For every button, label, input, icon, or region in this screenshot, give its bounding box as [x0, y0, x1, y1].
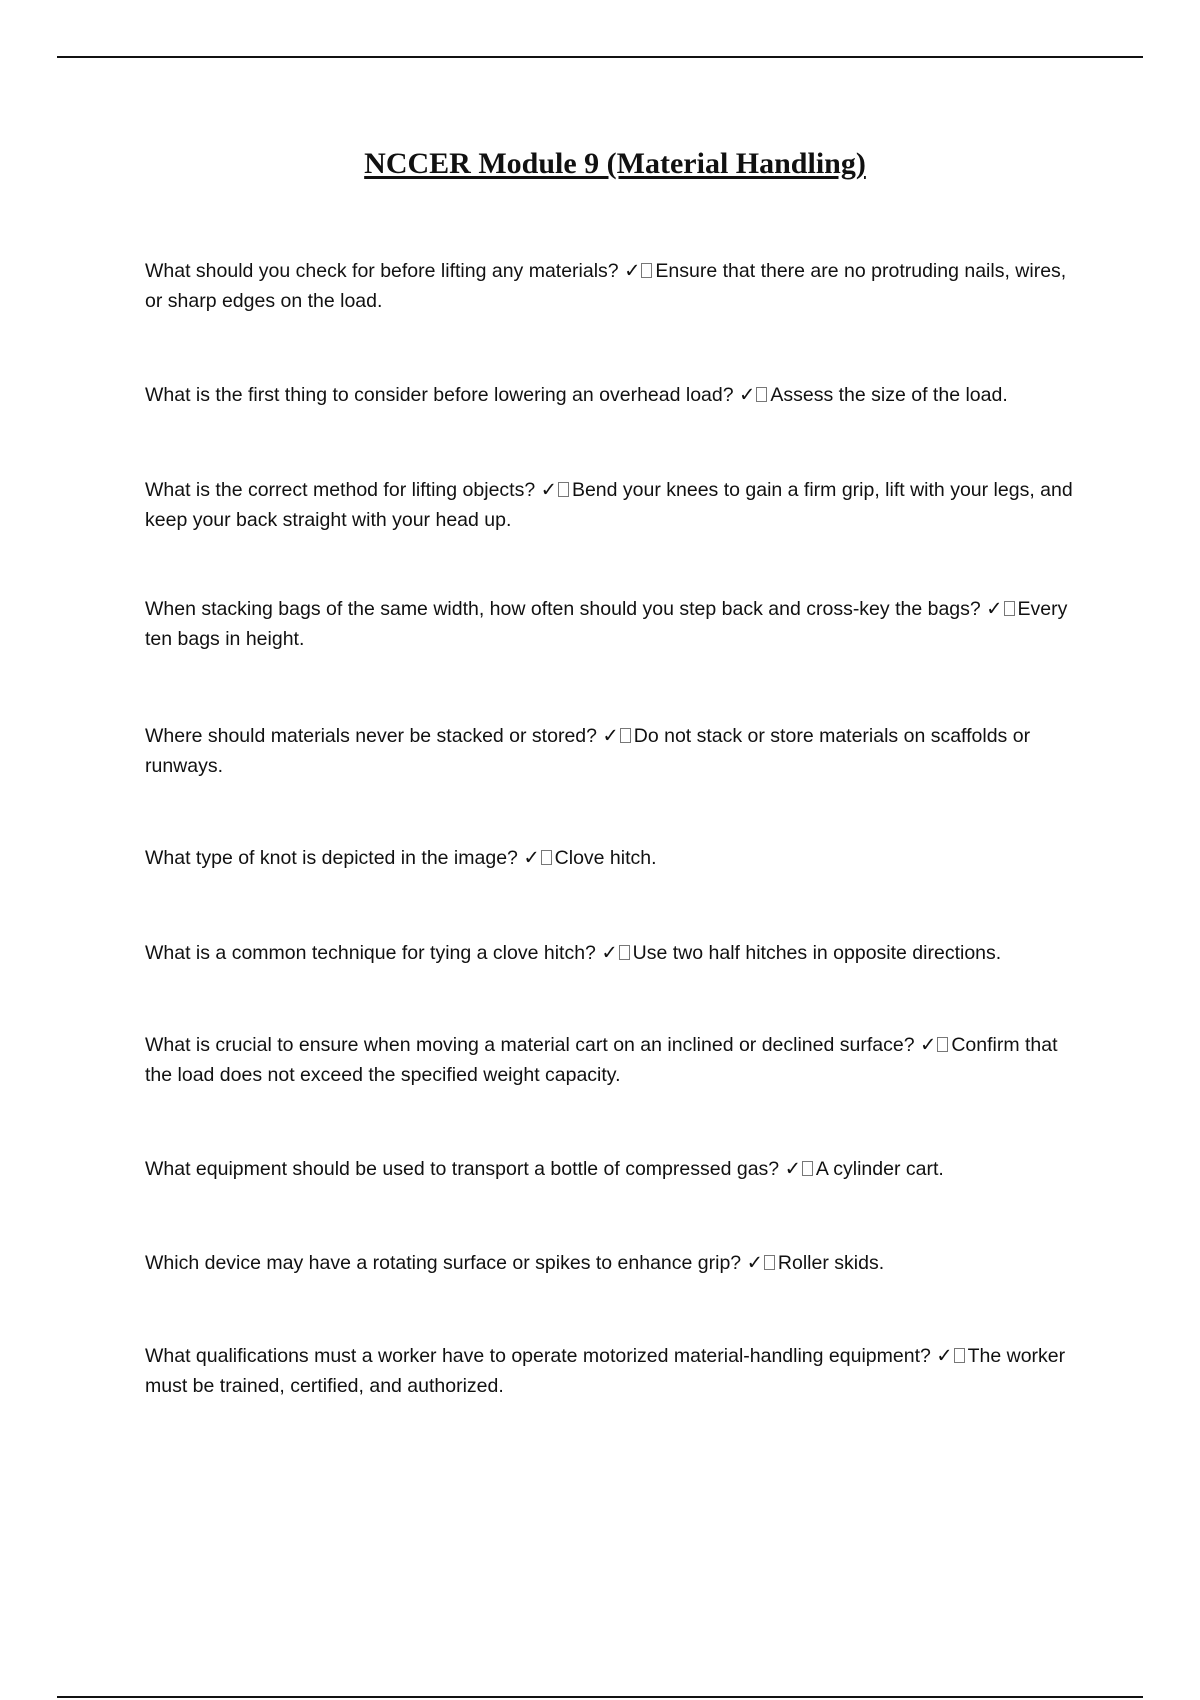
answer-text: Clove hitch.	[554, 847, 657, 869]
answer-text: Bend your knees to gain a firm grip, lift with your legs, and keep your back straight with your head up.	[145, 479, 1073, 531]
qa-item-8	[145, 1030, 1080, 1090]
check-icon: ✓	[523, 847, 540, 869]
qa-item-1	[145, 256, 1080, 316]
qa-item-9	[145, 1154, 1080, 1184]
check-icon: ✓	[540, 479, 557, 501]
bottom-divider	[57, 1696, 1143, 1698]
check-icon: ✓	[746, 1252, 763, 1274]
qa-item-2	[145, 380, 1080, 410]
check-icon: ✓	[739, 384, 756, 406]
check-icon: ✓	[602, 725, 619, 747]
qa-item-6	[145, 843, 1080, 873]
check-icon: ✓	[936, 1345, 953, 1367]
answer-text: Do not stack or store materials on scaffolds or runways.	[145, 725, 1031, 777]
page-title-text: NCCER Module 9 (Material Handling)	[364, 147, 866, 180]
answer-text: Assess the size of the load.	[770, 384, 1008, 406]
question-text: What is the correct method for lifting objects?	[145, 479, 536, 501]
check-icon: ✓	[919, 1034, 937, 1056]
answer-text: Roller skids.	[777, 1252, 885, 1274]
answer-text: A cylinder cart.	[815, 1158, 944, 1180]
qa-item-7	[145, 938, 1080, 968]
box-icon	[641, 263, 652, 278]
qa-item-3	[145, 475, 1080, 535]
top-divider	[57, 56, 1143, 58]
box-icon	[619, 945, 630, 960]
question-text: What type of knot is depicted in the image?	[145, 847, 518, 869]
check-icon: ✓	[624, 260, 641, 282]
qa-item-4	[145, 594, 1080, 654]
answer-text: Confirm that the load does not exceed the specified weight capacity.	[145, 1034, 1058, 1086]
question-text: What equipment should be used to transport a bottle of compressed gas?	[145, 1158, 780, 1180]
box-icon	[620, 728, 631, 743]
box-icon	[954, 1348, 965, 1363]
qa-item-10	[145, 1248, 1080, 1278]
question-text: What qualifications must a worker have to operate motorized material-handling equipment?	[145, 1345, 931, 1367]
question-text: Which device may have a rotating surface or spikes to enhance grip?	[145, 1252, 742, 1274]
question-text: What is crucial to ensure when moving a material cart on an inclined or declined surface?	[145, 1034, 915, 1056]
box-icon	[937, 1037, 948, 1052]
question-text: What should you check for before lifting any materials?	[145, 260, 619, 282]
answer-text: Use two half hitches in opposite directions.	[632, 942, 1002, 964]
box-icon	[756, 387, 767, 402]
question-text: Where should materials never be stacked or stored?	[145, 725, 597, 747]
box-icon	[558, 482, 569, 497]
answer-text: The worker must be trained, certified, and authorized.	[145, 1345, 1066, 1397]
check-icon: ✓	[601, 942, 618, 964]
qa-item-5	[145, 721, 1080, 781]
question-text: When stacking bags of the same width, how often should you step back and cross-key the bags?	[145, 598, 981, 620]
answer-text: Every ten bags in height.	[145, 598, 1068, 650]
answer-text: Ensure that there are no protruding nails, wires, or sharp edges on the load.	[145, 260, 1067, 312]
question-text: What is the first thing to consider before lowering an overhead load?	[145, 384, 734, 406]
question-text: What is a common technique for tying a clove hitch?	[145, 942, 596, 964]
box-icon	[802, 1161, 813, 1176]
page-title	[0, 144, 1200, 184]
check-icon: ✓	[986, 598, 1003, 620]
qa-item-11	[145, 1341, 1080, 1401]
box-icon	[1004, 601, 1015, 616]
box-icon	[541, 850, 552, 865]
check-icon: ✓	[784, 1158, 801, 1180]
box-icon	[764, 1255, 775, 1270]
